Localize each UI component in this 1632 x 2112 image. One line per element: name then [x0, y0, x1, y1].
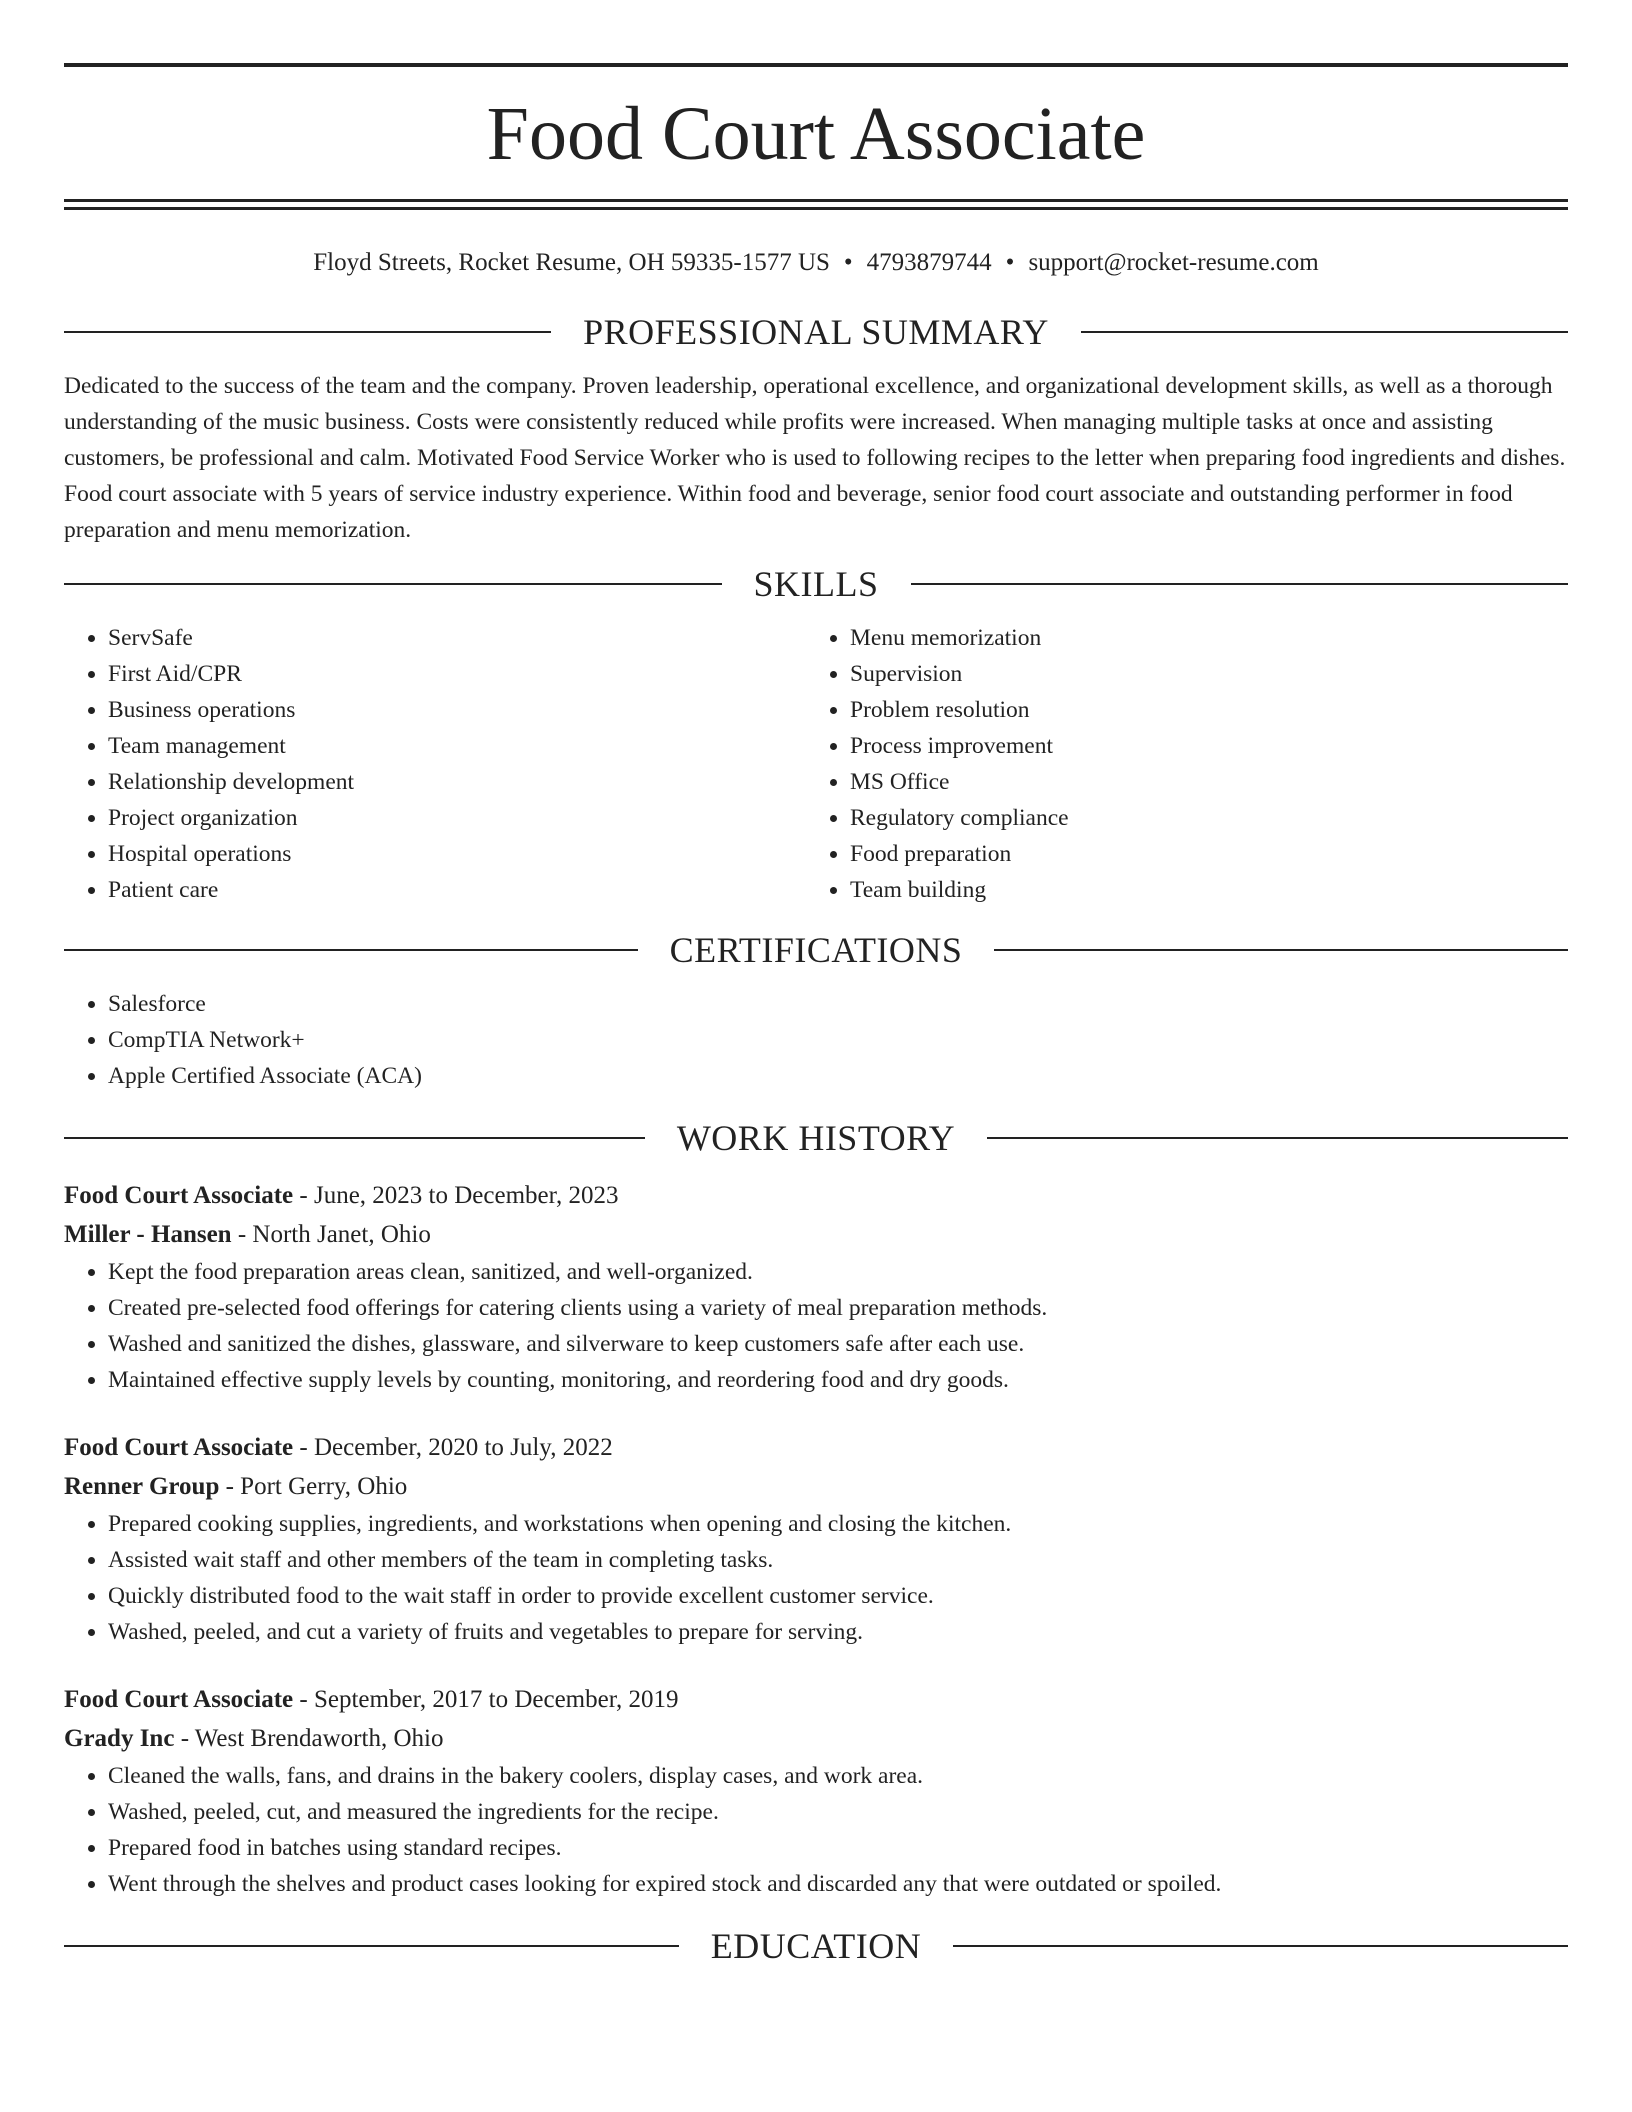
- job-dates: - September, 2017 to December, 2019: [293, 1686, 679, 1713]
- skill-item: • First Aid/CPR: [108, 656, 806, 692]
- section-title: EDUCATION: [710, 1926, 922, 1966]
- job-title-line: [64, 1680, 1568, 1719]
- section-heading-education: [64, 1924, 1568, 1968]
- heading-rule-left: [64, 331, 551, 333]
- job-title: Food Court Associate: [64, 1434, 294, 1461]
- heading-rule-right: [911, 583, 1569, 585]
- skill-item: • Relationship development: [108, 764, 806, 800]
- job-company: Grady Inc: [64, 1725, 175, 1752]
- job-company: Renner Group: [64, 1473, 220, 1500]
- job-dates: - June, 2023 to December, 2023: [293, 1182, 619, 1209]
- skill-item: • MS Office: [850, 764, 1548, 800]
- job-bullet: • Cleaned the walls, fans, and drains in the bakery coolers, display cases, and work area.: [108, 1758, 1568, 1794]
- job-bullet: • Maintained effective supply levels by counting, monitoring, and reordering food and dry goods.: [108, 1362, 1568, 1398]
- job-bullets: [64, 1758, 1568, 1902]
- job-title-line: [64, 1428, 1568, 1467]
- title-double-rule: [64, 199, 1568, 210]
- job-entry: [64, 1428, 1568, 1650]
- skill-item: • Regulatory compliance: [850, 800, 1548, 836]
- job-company-line: [64, 1719, 1568, 1758]
- heading-rule-right: [994, 949, 1568, 951]
- skills-column-right: [806, 620, 1548, 908]
- heading-rule-left: [64, 1945, 679, 1947]
- job-bullet: • Prepared food in batches using standard recipes.: [108, 1830, 1568, 1866]
- certification-item: • CompTIA Network+: [108, 1022, 1568, 1058]
- section-heading-certifications: [64, 928, 1568, 972]
- job-bullet: • Assisted wait staff and other members of the team in completing tasks.: [108, 1542, 1568, 1578]
- skill-item: • ServSafe: [108, 620, 806, 656]
- skill-item: • Team building: [850, 872, 1548, 908]
- job-bullets: [64, 1254, 1568, 1398]
- job-company-line: [64, 1215, 1568, 1254]
- job-bullet: • Prepared cooking supplies, ingredients, and workstations when opening and closing the kitchen.: [108, 1506, 1568, 1542]
- contact-line: [64, 246, 1568, 280]
- job-bullet: • Went through the shelves and product cases looking for expired stock and discarded any that were outdated or spoiled.: [108, 1866, 1568, 1902]
- job-location: - North Janet, Ohio: [231, 1221, 431, 1248]
- skill-item: • Process improvement: [850, 728, 1548, 764]
- section-title: CERTIFICATIONS: [669, 930, 963, 970]
- section-title: WORK HISTORY: [676, 1118, 956, 1158]
- skill-item: • Hospital operations: [108, 836, 806, 872]
- job-company-line: [64, 1467, 1568, 1506]
- skill-item: • Business operations: [108, 692, 806, 728]
- top-rule: [64, 63, 1568, 67]
- certifications-list: [64, 986, 1568, 1094]
- job-location: - Port Gerry, Ohio: [219, 1473, 408, 1500]
- heading-rule-right: [1081, 331, 1568, 333]
- job-bullet: • Quickly distributed food to the wait staff in order to provide excellent customer service.: [108, 1578, 1568, 1614]
- job-bullet: • Washed and sanitized the dishes, glassware, and silverware to keep customers safe after each use.: [108, 1326, 1568, 1362]
- job-title: Food Court Associate: [64, 1182, 294, 1209]
- section-title: SKILLS: [753, 564, 879, 604]
- summary-text: Dedicated to the success of the team and the company. Proven leadership, operational excellence, and organizational development skills, as well as a thorough understanding of the music business. Costs were consistently reduced while profits were increased. When managing multiple tasks at once and assisting customers, be professional and calm. Motivated Food Service Worker who is used to following recipes to the letter when preparing food ingredients and dishes. Food court associate with 5 years of service industry experience. Within food and beverage, senior food court associate and outstanding performer in food preparation and menu memorization.: [64, 373, 1566, 543]
- job-entry: [64, 1680, 1568, 1902]
- job-dates: - December, 2020 to July, 2022: [293, 1434, 613, 1461]
- section-heading-summary: [64, 310, 1568, 354]
- certification-item: • Salesforce: [108, 986, 1568, 1022]
- heading-rule-left: [64, 583, 722, 585]
- job-bullet: • Kept the food preparation areas clean, sanitized, and well-organized.: [108, 1254, 1568, 1290]
- job-bullet: • Created pre-selected food offerings for catering clients using a variety of meal preparation methods.: [108, 1290, 1568, 1326]
- section-title: PROFESSIONAL SUMMARY: [583, 312, 1049, 352]
- skill-item: • Food preparation: [850, 836, 1548, 872]
- job-title-line: [64, 1176, 1568, 1215]
- skill-item: • Patient care: [108, 872, 806, 908]
- contact-address: Floyd Streets, Rocket Resume, OH 59335-1577 US: [313, 249, 830, 276]
- job-entry: [64, 1176, 1568, 1398]
- job-location: - West Brendaworth, Ohio: [174, 1725, 444, 1752]
- certification-item: • Apple Certified Associate (ACA): [108, 1058, 1568, 1094]
- skill-item: • Problem resolution: [850, 692, 1548, 728]
- skill-item: • Supervision: [850, 656, 1548, 692]
- job-title: Food Court Associate: [64, 1686, 294, 1713]
- job-bullets: [64, 1506, 1568, 1650]
- skills-column-left: [64, 620, 806, 908]
- section-heading-skills: [64, 562, 1568, 606]
- skills-grid: [64, 620, 1568, 908]
- job-bullet: • Washed, peeled, and cut a variety of fruits and vegetables to prepare for serving.: [108, 1614, 1568, 1650]
- section-heading-work-history: [64, 1116, 1568, 1160]
- contact-email: support@rocket-resume.com: [1028, 249, 1319, 276]
- heading-rule-right: [987, 1137, 1568, 1139]
- skill-item: • Menu memorization: [850, 620, 1548, 656]
- heading-rule-right: [953, 1945, 1568, 1947]
- job-bullet: • Washed, peeled, cut, and measured the ingredients for the recipe.: [108, 1794, 1568, 1830]
- resume-page: [64, 0, 1568, 1968]
- contact-separator: •: [1005, 249, 1015, 276]
- skill-item: • Team management: [108, 728, 806, 764]
- job-company: Miller - Hansen: [64, 1221, 232, 1248]
- contact-separator: •: [843, 249, 853, 276]
- contact-phone: 4793879744: [866, 249, 992, 276]
- heading-rule-left: [64, 949, 638, 951]
- heading-rule-left: [64, 1137, 645, 1139]
- skill-item: • Project organization: [108, 800, 806, 836]
- resume-title: Food Court Associate: [486, 92, 1146, 176]
